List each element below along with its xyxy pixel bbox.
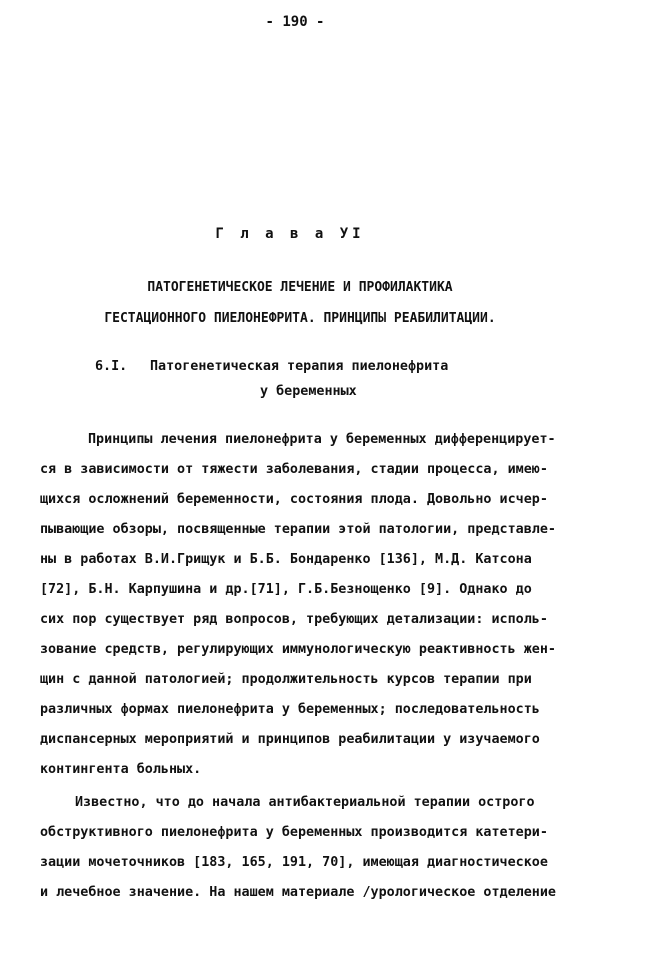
paragraph-1-line-8: зование средств, регулирующих иммунологическую реактивность жен- bbox=[40, 642, 556, 657]
section-title-line-2: у беременных bbox=[260, 384, 357, 399]
chapter-label: Г л а в а УI bbox=[215, 226, 365, 242]
paragraph-1-line-7: сих пор существует ряд вопросов, требующих детализации: исполь- bbox=[40, 612, 548, 627]
paragraph-2-line-4: и лечебное значение. На нашем материале /урологическое отделение bbox=[40, 885, 556, 900]
page-number: - 190 - bbox=[265, 14, 325, 30]
paragraph-1-line-6: [72], Б.Н. Карпушина и др.[71], Г.Б.Безнощенко [9]. Однако до bbox=[40, 582, 532, 597]
section-number: 6.I. bbox=[95, 359, 128, 374]
paragraph-1-line-11: диспансерных мероприятий и принципов реабилитации у изучаемого bbox=[40, 732, 540, 747]
paragraph-2-line-3: зации мочеточников [183, 165, 191, 70], имеющая диагностическое bbox=[40, 855, 548, 870]
paragraph-1-line-5: ны в работах В.И.Грищук и Б.Б. Бондаренко [136], М.Д. Катсона bbox=[40, 552, 532, 567]
section-title-line-1: Патогенетическая терапия пиелонефрита bbox=[150, 359, 449, 374]
paragraph-1-line-3: щихся осложнений беременности, состояния плода. Довольно исчер- bbox=[40, 492, 548, 507]
paragraph-1-line-2: ся в зависимости от тяжести заболевания, стадии процесса, имею- bbox=[40, 462, 548, 477]
chapter-title-line-1: ПАТОГЕНЕТИЧЕСКОЕ ЛЕЧЕНИЕ И ПРОФИЛАКТИКА bbox=[147, 280, 453, 295]
paragraph-1-line-4: пывающие обзоры, посвященные терапии этой патологии, представле- bbox=[40, 522, 556, 537]
paragraph-1-line-12: контингента больных. bbox=[40, 762, 202, 777]
paragraph-2-line-1: Известно, что до начала антибактериальной терапии острого bbox=[75, 795, 535, 810]
paragraph-2-line-2: обструктивного пиелонефрита у беременных производится катетери- bbox=[40, 825, 548, 840]
paragraph-1-line-1: Принципы лечения пиелонефрита у беременных дифференцирует- bbox=[88, 432, 556, 447]
chapter-title-line-2: ГЕСТАЦИОННОГО ПИЕЛОНЕФРИТА. ПРИНЦИПЫ РЕАБИЛИТАЦИИ. bbox=[104, 311, 496, 326]
paragraph-1-line-9: щин с данной патологией; продолжительность курсов терапии при bbox=[40, 672, 532, 687]
paragraph-1-line-10: различных формах пиелонефрита у беременных; последовательность bbox=[40, 702, 540, 717]
